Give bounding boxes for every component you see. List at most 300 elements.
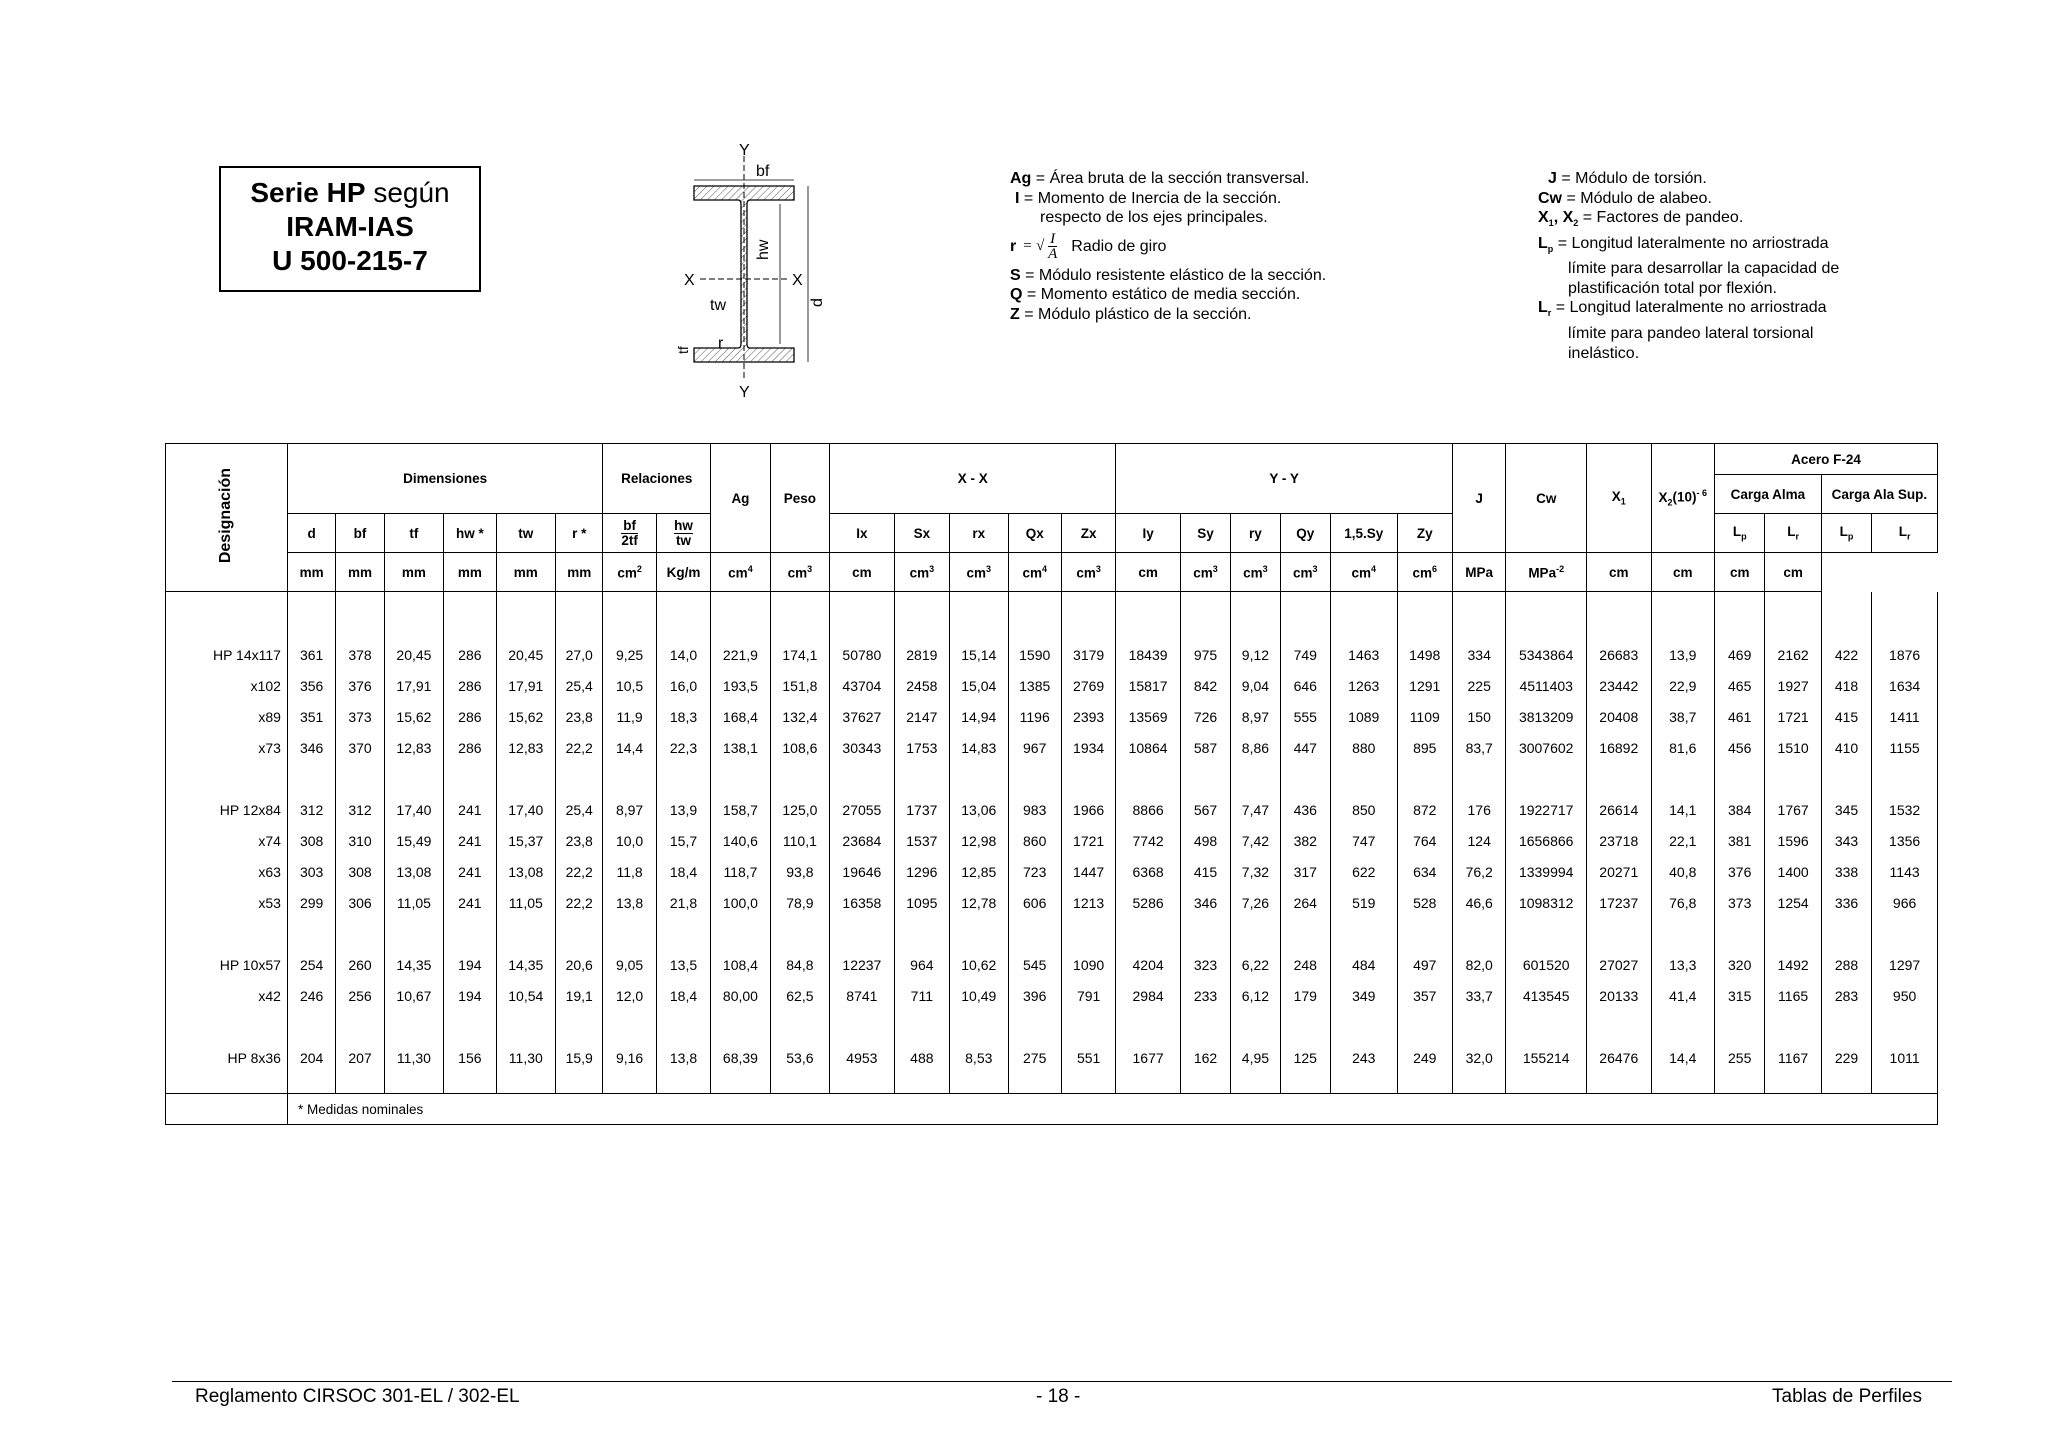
- value-cell: 7,26: [1231, 887, 1280, 918]
- value-cell: 12,98: [950, 825, 1008, 856]
- unit-cell: $cm^3$: [950, 553, 1008, 592]
- legend-z: Z = Módulo plástico de la sección.: [1010, 305, 1252, 323]
- table-row: [166, 856, 1938, 887]
- col-designacion: Designación: [166, 444, 288, 592]
- value-cell: 606: [1008, 887, 1061, 918]
- col-x2: $X_2(10)^{- 6}$: [1651, 444, 1714, 553]
- designation-cell: x63: [166, 856, 288, 887]
- value-cell: 20,45: [384, 639, 443, 670]
- legend-lr-cont2: inelástico.: [1568, 344, 1640, 362]
- value-cell: 22,2: [556, 732, 603, 763]
- value-cell: 842: [1180, 670, 1230, 701]
- value-cell: 21,8: [656, 887, 710, 918]
- value-cell: 286: [444, 670, 496, 701]
- value-cell: 1922717: [1506, 794, 1587, 825]
- value-cell: 4953: [830, 1042, 895, 1073]
- value-cell: 82,0: [1452, 949, 1505, 980]
- value-cell: 4511403: [1506, 670, 1587, 701]
- unit-cell: mm: [287, 553, 335, 592]
- col-ag: Ag: [711, 444, 770, 553]
- value-cell: 7,32: [1231, 856, 1280, 887]
- value-cell: 11,8: [603, 856, 656, 887]
- table-row: [166, 825, 1938, 856]
- value-cell: 9,04: [1231, 670, 1280, 701]
- value-cell: 140,6: [711, 825, 770, 856]
- value-cell: 8741: [830, 980, 895, 1011]
- value-cell: 791: [1061, 980, 1115, 1011]
- group-carga-alma: Carga Alma: [1715, 475, 1822, 514]
- value-cell: 33,7: [1452, 980, 1505, 1011]
- designation-cell: x102: [166, 670, 288, 701]
- value-cell: 310: [336, 825, 384, 856]
- value-cell: 14,1: [1651, 794, 1714, 825]
- axis-x-left: X: [684, 272, 695, 289]
- footer-rule: [172, 1381, 1952, 1382]
- value-cell: 12,83: [496, 732, 555, 763]
- value-cell: 1167: [1765, 1042, 1821, 1073]
- value-cell: 1492: [1765, 949, 1821, 980]
- value-cell: 80,00: [711, 980, 770, 1011]
- value-cell: 27,0: [556, 639, 603, 670]
- value-cell: 456: [1715, 732, 1765, 763]
- value-cell: 10864: [1116, 732, 1181, 763]
- unit-cell: Kg/m: [656, 553, 710, 592]
- value-cell: 469: [1715, 639, 1765, 670]
- value-cell: 447: [1280, 732, 1330, 763]
- profiles-table: [165, 443, 1938, 1125]
- value-cell: 108,4: [711, 949, 770, 980]
- label-tw: tw: [710, 297, 726, 314]
- col-peso: Peso: [770, 444, 829, 553]
- col-sx: Sx: [894, 514, 949, 553]
- unit-cell: mm: [336, 553, 384, 592]
- value-cell: 12,0: [603, 980, 656, 1011]
- value-cell: 14,35: [384, 949, 443, 980]
- value-cell: 317: [1280, 856, 1330, 887]
- table-row: [166, 887, 1938, 918]
- value-cell: 351: [287, 701, 335, 732]
- unit-cell: $cm^3$: [894, 553, 949, 592]
- unit-cell: $cm^3$: [770, 553, 829, 592]
- value-cell: 9,05: [603, 949, 656, 980]
- legend-j: J = Módulo de torsión.: [1548, 170, 1707, 187]
- value-cell: 1510: [1765, 732, 1821, 763]
- value-cell: 46,6: [1452, 887, 1505, 918]
- unit-cell: $cm^3$: [1180, 553, 1230, 592]
- axis-y-top: Y: [739, 142, 750, 159]
- value-cell: 260: [336, 949, 384, 980]
- value-cell: 1447: [1061, 856, 1115, 887]
- value-cell: 14,4: [1651, 1042, 1714, 1073]
- value-cell: 110,1: [770, 825, 829, 856]
- value-cell: 17,91: [384, 670, 443, 701]
- value-cell: 27055: [830, 794, 895, 825]
- value-cell: 13,9: [1651, 639, 1714, 670]
- value-cell: 950: [1872, 980, 1938, 1011]
- value-cell: 76,8: [1651, 887, 1714, 918]
- value-cell: 168,4: [711, 701, 770, 732]
- value-cell: 7,47: [1231, 794, 1280, 825]
- value-cell: 465: [1715, 670, 1765, 701]
- value-cell: 12237: [830, 949, 895, 980]
- value-cell: 194: [444, 980, 496, 1011]
- value-cell: 22,3: [656, 732, 710, 763]
- value-cell: 315: [1715, 980, 1765, 1011]
- value-cell: 22,9: [1651, 670, 1714, 701]
- value-cell: 22,2: [556, 856, 603, 887]
- value-cell: 43704: [830, 670, 895, 701]
- footnote: * Medidas nominales: [287, 1094, 1937, 1125]
- col-ry: ry: [1231, 514, 1280, 553]
- value-cell: 336: [1821, 887, 1871, 918]
- col-lp-ala: $L_p$: [1821, 514, 1871, 553]
- value-cell: 334: [1452, 639, 1505, 670]
- value-cell: 1753: [894, 732, 949, 763]
- value-cell: 1213: [1061, 887, 1115, 918]
- value-cell: 7742: [1116, 825, 1181, 856]
- value-cell: 634: [1397, 856, 1452, 887]
- value-cell: 484: [1330, 949, 1397, 980]
- value-cell: 356: [287, 670, 335, 701]
- footnote-spacer: [166, 1094, 288, 1125]
- value-cell: 726: [1180, 701, 1230, 732]
- value-cell: 241: [444, 856, 496, 887]
- value-cell: 241: [444, 794, 496, 825]
- value-cell: 528: [1397, 887, 1452, 918]
- col-rx: rx: [950, 514, 1008, 553]
- value-cell: 23,8: [556, 825, 603, 856]
- value-cell: 81,6: [1651, 732, 1714, 763]
- value-cell: 23684: [830, 825, 895, 856]
- value-cell: 6,12: [1231, 980, 1280, 1011]
- col-j: J: [1452, 444, 1505, 553]
- value-cell: 249: [1397, 1042, 1452, 1073]
- value-cell: 964: [894, 949, 949, 980]
- legend-s: S = Módulo resistente elástico de la sección.: [1010, 266, 1327, 284]
- unit-cell: MPa$^{-2}$: [1506, 553, 1587, 592]
- value-cell: 2819: [894, 639, 949, 670]
- value-cell: 1721: [1765, 701, 1821, 732]
- axis-x-right: X: [792, 272, 803, 289]
- value-cell: 747: [1330, 825, 1397, 856]
- value-cell: 306: [336, 887, 384, 918]
- value-cell: 303: [287, 856, 335, 887]
- table-row: [166, 1042, 1938, 1073]
- value-cell: 872: [1397, 794, 1452, 825]
- value-cell: 8,97: [1231, 701, 1280, 732]
- table-row: [166, 949, 1938, 980]
- value-cell: 30343: [830, 732, 895, 763]
- value-cell: 436: [1280, 794, 1330, 825]
- value-cell: 1463: [1330, 639, 1397, 670]
- value-cell: 12,78: [950, 887, 1008, 918]
- label-d: d: [809, 298, 826, 307]
- value-cell: 13569: [1116, 701, 1181, 732]
- value-cell: 26476: [1587, 1042, 1652, 1073]
- value-cell: 32,0: [1452, 1042, 1505, 1073]
- col-hw-tw: $\frac{hw}{tw}$: [656, 514, 710, 553]
- value-cell: 1196: [1008, 701, 1061, 732]
- value-cell: 8,97: [603, 794, 656, 825]
- value-cell: 966: [1872, 887, 1938, 918]
- value-cell: 233: [1180, 980, 1230, 1011]
- value-cell: 4204: [1116, 949, 1181, 980]
- value-cell: 1767: [1765, 794, 1821, 825]
- value-cell: 646: [1280, 670, 1330, 701]
- value-cell: 13,8: [603, 887, 656, 918]
- value-cell: 25,4: [556, 670, 603, 701]
- value-cell: 15,7: [656, 825, 710, 856]
- legend-lp-cont2: plastificación total por flexión.: [1568, 279, 1777, 297]
- value-cell: 15,9: [556, 1042, 603, 1073]
- value-cell: 749: [1280, 639, 1330, 670]
- value-cell: 286: [444, 701, 496, 732]
- value-cell: 382: [1280, 825, 1330, 856]
- value-cell: 545: [1008, 949, 1061, 980]
- value-cell: 243: [1330, 1042, 1397, 1073]
- value-cell: 587: [1180, 732, 1230, 763]
- value-cell: 488: [894, 1042, 949, 1073]
- value-cell: 11,30: [384, 1042, 443, 1073]
- value-cell: 975: [1180, 639, 1230, 670]
- value-cell: 20133: [1587, 980, 1652, 1011]
- label-r: r: [718, 335, 724, 352]
- value-cell: 23718: [1587, 825, 1652, 856]
- designation-cell: x53: [166, 887, 288, 918]
- value-cell: 346: [1180, 887, 1230, 918]
- value-cell: 850: [1330, 794, 1397, 825]
- value-cell: 1297: [1872, 949, 1938, 980]
- value-cell: 711: [894, 980, 949, 1011]
- value-cell: 26683: [1587, 639, 1652, 670]
- value-cell: 20,6: [556, 949, 603, 980]
- value-cell: 1098312: [1506, 887, 1587, 918]
- value-cell: 15,62: [496, 701, 555, 732]
- value-cell: 2458: [894, 670, 949, 701]
- value-cell: 13,06: [950, 794, 1008, 825]
- value-cell: 241: [444, 887, 496, 918]
- legend-lr: $L_r$ = Longitud lateralmente no arriostrada: [1538, 299, 1827, 319]
- value-cell: 1089: [1330, 701, 1397, 732]
- value-cell: 150: [1452, 701, 1505, 732]
- value-cell: 15,37: [496, 825, 555, 856]
- value-cell: 8,86: [1231, 732, 1280, 763]
- col-lr-alma: $L_r$: [1765, 514, 1821, 553]
- value-cell: 723: [1008, 856, 1061, 887]
- col-bf: bf: [336, 514, 384, 553]
- unit-cell: $cm^3$: [1061, 553, 1115, 592]
- value-cell: 23442: [1587, 670, 1652, 701]
- value-cell: 138,1: [711, 732, 770, 763]
- value-cell: 14,94: [950, 701, 1008, 732]
- value-cell: 78,9: [770, 887, 829, 918]
- col-hw: hw *: [444, 514, 496, 553]
- table-row: [166, 980, 1938, 1011]
- value-cell: 19,1: [556, 980, 603, 1011]
- legend-lr-cont1: límite para pandeo lateral torsional: [1568, 325, 1814, 343]
- table-row: [166, 639, 1938, 670]
- col-bf-2tf: $\frac{bf}{2tf}$: [603, 514, 656, 553]
- value-cell: 11,05: [384, 887, 443, 918]
- value-cell: 1254: [1765, 887, 1821, 918]
- value-cell: 248: [1280, 949, 1330, 980]
- designation-cell: x74: [166, 825, 288, 856]
- value-cell: 25,4: [556, 794, 603, 825]
- value-cell: 11,05: [496, 887, 555, 918]
- col-r: r *: [556, 514, 603, 553]
- value-cell: 93,8: [770, 856, 829, 887]
- value-cell: 497: [1397, 949, 1452, 980]
- value-cell: 125,0: [770, 794, 829, 825]
- value-cell: 15817: [1116, 670, 1181, 701]
- value-cell: 221,9: [711, 639, 770, 670]
- value-cell: 320: [1715, 949, 1765, 980]
- value-cell: 10,67: [384, 980, 443, 1011]
- value-cell: 1263: [1330, 670, 1397, 701]
- value-cell: 13,3: [1651, 949, 1714, 980]
- value-cell: 8,53: [950, 1042, 1008, 1073]
- legend-right: [1538, 169, 1918, 363]
- value-cell: 26614: [1587, 794, 1652, 825]
- value-cell: 519: [1330, 887, 1397, 918]
- designation-cell: HP 8x36: [166, 1042, 288, 1073]
- value-cell: 1356: [1872, 825, 1938, 856]
- value-cell: 6368: [1116, 856, 1181, 887]
- legend-ag: Ag = Área bruta de la sección transversal.: [1010, 170, 1310, 187]
- value-cell: 100,0: [711, 887, 770, 918]
- value-cell: 14,0: [656, 639, 710, 670]
- title-line2: IRAM-IAS: [286, 211, 414, 242]
- value-cell: 20408: [1587, 701, 1652, 732]
- designation-cell: x42: [166, 980, 288, 1011]
- value-cell: 1339994: [1506, 856, 1587, 887]
- group-carga-ala: Carga Ala Sup.: [1821, 475, 1937, 514]
- value-cell: 194: [444, 949, 496, 980]
- value-cell: 12,85: [950, 856, 1008, 887]
- value-cell: 378: [336, 639, 384, 670]
- value-cell: 1537: [894, 825, 949, 856]
- value-cell: 17,91: [496, 670, 555, 701]
- value-cell: 983: [1008, 794, 1061, 825]
- legend-lp: $L_p$ = Longitud lateralmente no arriostrada: [1538, 234, 1829, 254]
- value-cell: 1634: [1872, 670, 1938, 701]
- legend-left: [1010, 169, 1430, 324]
- unit-cell: $cm^2$: [603, 553, 656, 592]
- col-cw: Cw: [1506, 444, 1587, 553]
- label-bf: bf: [756, 163, 770, 180]
- value-cell: 308: [287, 825, 335, 856]
- col-lr-ala: $L_r$: [1872, 514, 1938, 553]
- value-cell: 9,25: [603, 639, 656, 670]
- legend-i: I = Momento de Inercia de la sección.: [1015, 189, 1282, 207]
- designation-cell: x73: [166, 732, 288, 763]
- unit-cell: $cm^4$: [1008, 553, 1061, 592]
- value-cell: 1385: [1008, 670, 1061, 701]
- value-cell: 255: [1715, 1042, 1765, 1073]
- value-cell: 357: [1397, 980, 1452, 1011]
- title-box: [219, 166, 481, 292]
- value-cell: 27027: [1587, 949, 1652, 980]
- value-cell: 1677: [1116, 1042, 1181, 1073]
- title-rest: según: [365, 177, 450, 208]
- value-cell: 2769: [1061, 670, 1115, 701]
- label-hw: hw: [755, 239, 772, 260]
- value-cell: 895: [1397, 732, 1452, 763]
- value-cell: 308: [336, 856, 384, 887]
- value-cell: 18439: [1116, 639, 1181, 670]
- value-cell: 376: [336, 670, 384, 701]
- value-cell: 286: [444, 732, 496, 763]
- value-cell: 108,6: [770, 732, 829, 763]
- legend-lp-cont1: límite para desarrollar la capacidad de: [1568, 260, 1840, 278]
- legend-i-cont: respecto de los ejes principales.: [1040, 209, 1268, 226]
- value-cell: 15,49: [384, 825, 443, 856]
- value-cell: 176: [1452, 794, 1505, 825]
- value-cell: 312: [336, 794, 384, 825]
- value-cell: 1721: [1061, 825, 1115, 856]
- value-cell: 7,42: [1231, 825, 1280, 856]
- value-cell: 18,4: [656, 980, 710, 1011]
- unit-cell: cm: [1587, 553, 1652, 592]
- legend-q: Q = Momento estático de media sección.: [1010, 286, 1301, 303]
- unit-cell: MPa: [1452, 553, 1505, 592]
- col-zy: Zy: [1397, 514, 1452, 553]
- value-cell: 567: [1180, 794, 1230, 825]
- value-cell: 22,2: [556, 887, 603, 918]
- table-row: [166, 794, 1938, 825]
- value-cell: 415: [1821, 701, 1871, 732]
- designation-cell: x89: [166, 701, 288, 732]
- value-cell: 764: [1397, 825, 1452, 856]
- value-cell: 1090: [1061, 949, 1115, 980]
- group-xx: X - X: [830, 444, 1116, 514]
- value-cell: 193,5: [711, 670, 770, 701]
- value-cell: 17,40: [384, 794, 443, 825]
- col-iy: Iy: [1116, 514, 1181, 553]
- value-cell: 179: [1280, 980, 1330, 1011]
- value-cell: 361: [287, 639, 335, 670]
- value-cell: 8866: [1116, 794, 1181, 825]
- value-cell: 204: [287, 1042, 335, 1073]
- value-cell: 264: [1280, 887, 1330, 918]
- value-cell: 2984: [1116, 980, 1181, 1011]
- legend-cw: Cw = Módulo de alabeo.: [1538, 189, 1712, 207]
- title-bold: Serie HP: [250, 177, 366, 208]
- value-cell: 40,8: [1651, 856, 1714, 887]
- title-line3: U 500-215-7: [272, 245, 428, 276]
- value-cell: 9,12: [1231, 639, 1280, 670]
- value-cell: 6,22: [1231, 949, 1280, 980]
- value-cell: 376: [1715, 856, 1765, 887]
- value-cell: 283: [1821, 980, 1871, 1011]
- unit-cell: cm: [1765, 553, 1821, 592]
- unit-cell: mm: [444, 553, 496, 592]
- value-cell: 299: [287, 887, 335, 918]
- value-cell: 3179: [1061, 639, 1115, 670]
- value-cell: 1590: [1008, 639, 1061, 670]
- group-dimensiones: Dimensiones: [287, 444, 602, 514]
- i-beam-diagram: [675, 142, 840, 402]
- unit-cell: $cm^3$: [1280, 553, 1330, 592]
- value-cell: 1966: [1061, 794, 1115, 825]
- value-cell: 5286: [1116, 887, 1181, 918]
- unit-cell: mm: [384, 553, 443, 592]
- value-cell: 551: [1061, 1042, 1115, 1073]
- value-cell: 16358: [830, 887, 895, 918]
- value-cell: 312: [287, 794, 335, 825]
- col-qy: Qy: [1280, 514, 1330, 553]
- value-cell: 16892: [1587, 732, 1652, 763]
